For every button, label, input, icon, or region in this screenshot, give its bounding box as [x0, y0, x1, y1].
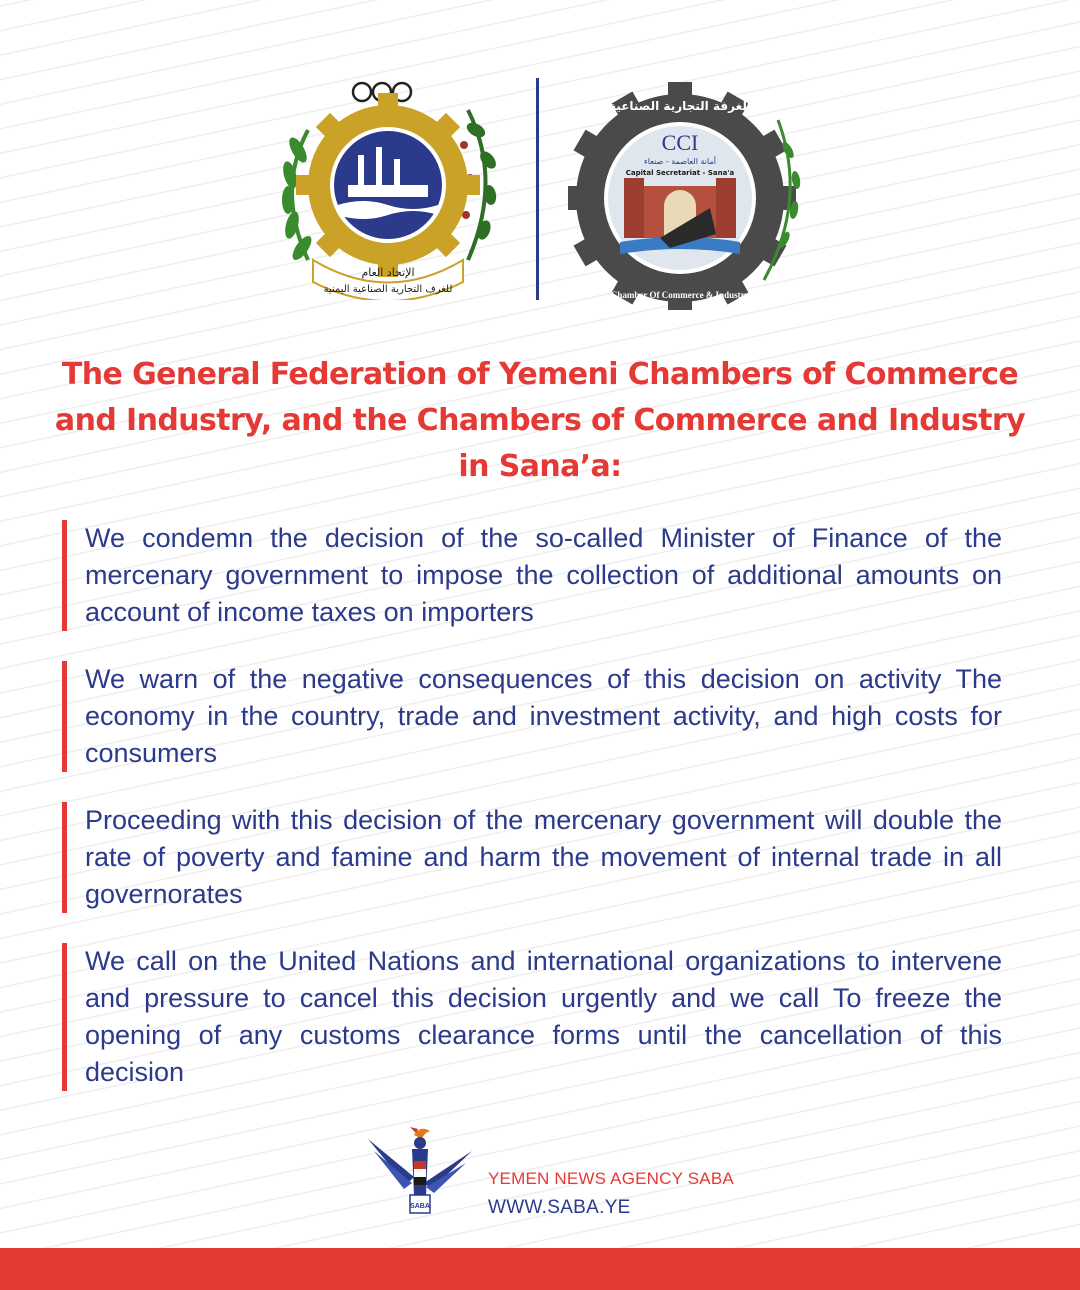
cci-arabic-top: الغرفة التجارية الصناعية: [609, 99, 751, 113]
headline: The General Federation of Yemeni Chambers of Commerce and Industry, and the Chambers of Commerce and Industry in Sana’a:: [54, 357, 1026, 484]
cci-acronym: CCI: [661, 130, 699, 155]
saba-logo-text: SABA: [410, 1203, 430, 1210]
cci-english-sub: Capital Secretariat - Sana'a: [625, 169, 735, 177]
federation-arabic-line1: الإتحاد العام: [361, 266, 415, 279]
statement-point: We call on the United Nations and international organizations to intervene and pressure to cancel this decision urgently and we call To freeze the opening of any customs clearance forms until the cancellation of this decision: [62, 943, 1002, 1091]
bottom-bar: [0, 1248, 1080, 1290]
statement-point: We condemn the decision of the so-called Minister of Finance of the mercenary government to impose the collection of additional amounts on account of income taxes on importers: [62, 520, 1002, 631]
saba-bird-logo: [362, 1125, 478, 1223]
statement-point: We warn of the negative consequences of this decision on activity The economy in the country, trade and investment activity, and high costs for consumers: [62, 661, 1002, 772]
cci-ring-text: Chamber Of Commerce & Industry: [610, 290, 750, 300]
footer: [362, 1125, 742, 1225]
statement-points: [62, 520, 1002, 1121]
logos-header: [0, 60, 1080, 310]
federation-logo: [268, 70, 508, 300]
federation-arabic-line2: للغرف التجارية الصناعية اليمنية: [323, 284, 453, 295]
cci-logo: [568, 80, 808, 310]
cci-arabic-sub: أمانة العاصمة - صنعاء: [644, 157, 716, 166]
agency-url[interactable]: WWW.SABA.YE: [488, 1197, 631, 1218]
logo-divider: [536, 78, 539, 300]
statement-point: Proceeding with this decision of the mercenary government will double the rate of poverty and famine and harm the movement of internal trade in all governorates: [62, 802, 1002, 913]
agency-name: YEMEN NEWS AGENCY SABA: [488, 1169, 734, 1188]
